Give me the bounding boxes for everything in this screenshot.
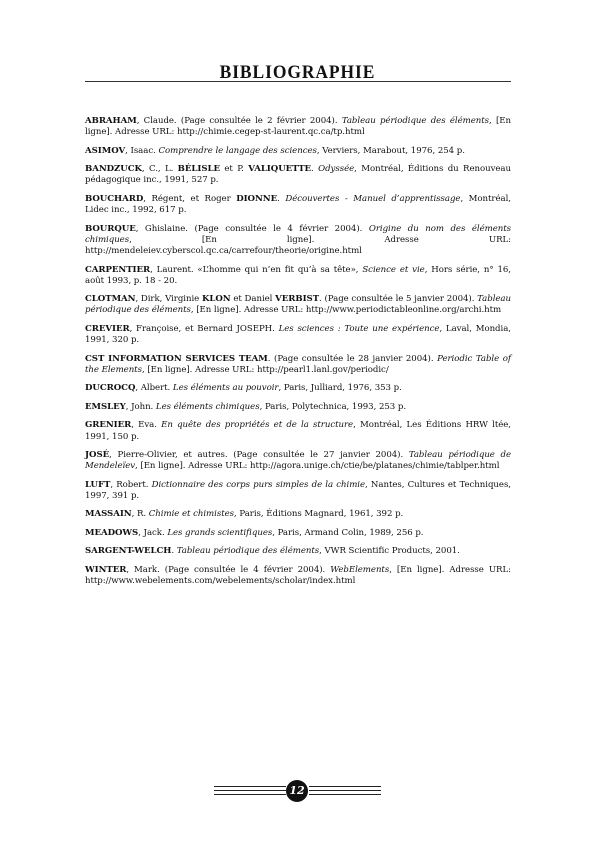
- entry-text: .: [277, 193, 286, 204]
- entry-text: , Françoise, et Bernard JOSEPH.: [129, 323, 279, 334]
- entry-text: , [En ligne]. Adresse URL: http://www.webelements.com/webelements/scholar/index.html: [85, 564, 511, 587]
- bibliography-entry: [85, 294, 511, 316]
- author-name: MEADOWS: [85, 527, 139, 538]
- bibliography-entry: [85, 354, 511, 376]
- entry-text: , Montréal, Les Éditions HRW ltée, 1991, 150 p.: [85, 420, 511, 442]
- entry-text: , Montréal, Lidec inc., 1992, 617 p.: [85, 193, 511, 216]
- author-name: CREVIER: [85, 323, 130, 334]
- author-name: CLOTMAN: [85, 294, 136, 305]
- entry-text: , Paris, Julliard, 1976, 353 p.: [278, 383, 402, 394]
- bibliography-entry: [85, 402, 511, 413]
- bibliography-entry: [85, 224, 511, 258]
- entry-text: , John.: [125, 401, 156, 412]
- page-number: 12: [286, 780, 308, 802]
- author-name: VERBIST: [275, 294, 320, 305]
- entry-text: , Paris, Armand Colin, 1989, 256 p.: [272, 527, 424, 538]
- entry-text: , Claude. (Page consultée le 2 février 2004).: [136, 116, 342, 126]
- entry-text: , Laurent. «L’homme qui n’en fit qu’à sa tête»,: [150, 264, 363, 275]
- entry-text: , Verviers, Marabout, 1976, 254 p.: [316, 145, 465, 156]
- bibliography-entry: [85, 565, 511, 587]
- author-name: MASSAIN: [85, 509, 132, 520]
- entry-text: , [En ligne]. Adresse URL: http://mendeleiev.cyberscol.qc.ca/carrefour/theorie/origine.html: [85, 234, 511, 257]
- author-name: ABRAHAM: [85, 116, 137, 126]
- author-name: WINTER: [85, 564, 127, 575]
- page-footer: [0, 780, 595, 802]
- author-name: VALIQUETTE: [248, 164, 312, 175]
- work-title: Tableau périodique des éléments: [341, 116, 490, 126]
- author-name: JOSÉ: [85, 450, 110, 461]
- author-name: ASIMOV: [85, 145, 126, 156]
- author-name: GRENIER: [85, 420, 132, 431]
- entry-text: , Paris, Polytechnica, 1993, 253 p.: [259, 401, 407, 412]
- bibliography-entry: [85, 194, 511, 216]
- entry-text: , Robert.: [110, 479, 152, 490]
- entry-text: , [En ligne]. Adresse URL: http://agora.unige.ch/ctie/be/platanes/chimie/tablper.html: [135, 461, 500, 472]
- entry-text: , Albert.: [135, 383, 173, 394]
- footer-rule-right: [309, 786, 381, 798]
- author-name: CST INFORMATION SERVICES TEAM: [85, 353, 268, 364]
- work-title: Les sciences : Toute une expérience: [278, 323, 440, 334]
- entry-text: , Paris, Éditions Magnard, 1961, 392 p.: [234, 509, 404, 520]
- author-name: SARGENT-WELCH: [85, 546, 172, 557]
- entry-text: , Jack.: [138, 527, 168, 538]
- title-underline: [85, 81, 511, 82]
- work-title: Odyssée: [318, 164, 355, 175]
- work-title: Periodic Table of the Elements: [85, 353, 511, 375]
- entry-text: , [En ligne]. Adresse URL: http://chimie.cegep-st-laurent.qc.ca/tp.html: [85, 116, 511, 138]
- entry-text: , Nantes, Cultures et Techniques, 1997, 391 p.: [85, 479, 511, 501]
- entry-text: , [En ligne]. Adresse URL: http://www.periodictableonline.org/archi.htm: [190, 305, 502, 316]
- bibliography-entry: [85, 265, 511, 287]
- bibliography-entry: [85, 383, 511, 394]
- entry-text: , Ghislaine. (Page consultée le 4 février 2004).: [135, 223, 369, 234]
- work-title: Découvertes - Manuel d’apprentissage: [285, 193, 461, 204]
- bibliography-entry: [85, 116, 511, 138]
- bibliography-entry: [85, 528, 511, 539]
- page-title: BIBLIOGRAPHIE: [219, 62, 376, 83]
- bibliography-entry: [85, 420, 511, 442]
- entry-text: et Daniel: [230, 294, 276, 305]
- entry-text: , Pierre-Olivier, et autres. (Page consultée le 27 janvier 2004).: [109, 450, 409, 461]
- entry-text: , [En ligne]. Adresse URL: http://pearl1.lanl.gov/periodic/: [141, 364, 389, 375]
- bibliography-entry: [85, 546, 511, 557]
- work-title: Les éléments au pouvoir: [172, 383, 279, 394]
- work-title: WebElements: [330, 564, 390, 575]
- work-title: Tableau périodique des éléments: [85, 294, 511, 316]
- work-title: Les éléments chimiques: [155, 401, 260, 412]
- entry-text: , Eva.: [131, 420, 162, 431]
- entry-text: , R.: [131, 509, 149, 520]
- entry-text: , Hors série, n° 16, août 1993, p. 18 - 20.: [85, 264, 511, 286]
- entry-text: . (Page consultée le 28 janvier 2004).: [267, 353, 438, 364]
- work-title: Dictionnaire des corps purs simples de la chimie: [151, 479, 366, 490]
- entry-text: , Montréal, Éditions du Renouveau pédagogique inc., 1991, 527 p.: [85, 164, 511, 186]
- author-name: CARPENTIER: [85, 264, 151, 275]
- entry-text: , Isaac.: [125, 145, 159, 156]
- bibliography-entry: [85, 324, 511, 346]
- author-name: BANDZUCK: [85, 164, 142, 175]
- entry-text: , Dirk, Virginie: [135, 294, 202, 305]
- author-name: BOURQUE: [85, 223, 136, 234]
- author-name: BOUCHARD: [85, 193, 144, 204]
- work-title: En quête des propriétés et de la structure: [161, 420, 354, 431]
- entry-text: , C., L.: [141, 164, 178, 175]
- author-name: LUFT: [85, 479, 111, 490]
- entry-text: .: [311, 164, 319, 175]
- entry-text: .: [171, 546, 177, 557]
- footer-rule-left: [214, 786, 286, 798]
- work-title: Tableau périodique des éléments: [176, 546, 320, 557]
- work-title: Tableau périodique de Mendeleïev: [85, 450, 511, 472]
- author-name: EMSLEY: [85, 401, 126, 412]
- bibliography-entry: [85, 146, 511, 157]
- author-name: KLON: [201, 294, 231, 305]
- author-name: BÉLISLE: [177, 164, 220, 175]
- entry-text: , Régent, et Roger: [143, 193, 237, 204]
- work-title: Comprendre le langage des sciences: [158, 145, 317, 156]
- bibliography-entry: [85, 164, 511, 186]
- author-name: DUCROCQ: [85, 383, 136, 394]
- work-title: Les grands scientifiques: [167, 527, 273, 538]
- work-title: Origine du nom des éléments chimiques: [85, 223, 511, 245]
- work-title: Science et vie: [362, 264, 425, 275]
- author-name: DIONNE: [236, 193, 278, 204]
- bibliography-entry: [85, 450, 511, 472]
- bibliography-entry: [85, 480, 511, 502]
- bibliography-entry: [85, 509, 511, 520]
- bibliography-list: [85, 116, 511, 595]
- entry-text: , VWR Scientific Products, 2001.: [319, 546, 460, 557]
- work-title: Chimie et chimistes: [148, 509, 235, 520]
- entry-text: , Mark. (Page consultée le 4 février 2004).: [126, 564, 331, 575]
- entry-text: et P.: [220, 164, 249, 175]
- entry-text: . (Page consultée le 5 janvier 2004).: [319, 294, 478, 305]
- entry-text: , Laval, Mondia, 1991, 320 p.: [85, 323, 511, 346]
